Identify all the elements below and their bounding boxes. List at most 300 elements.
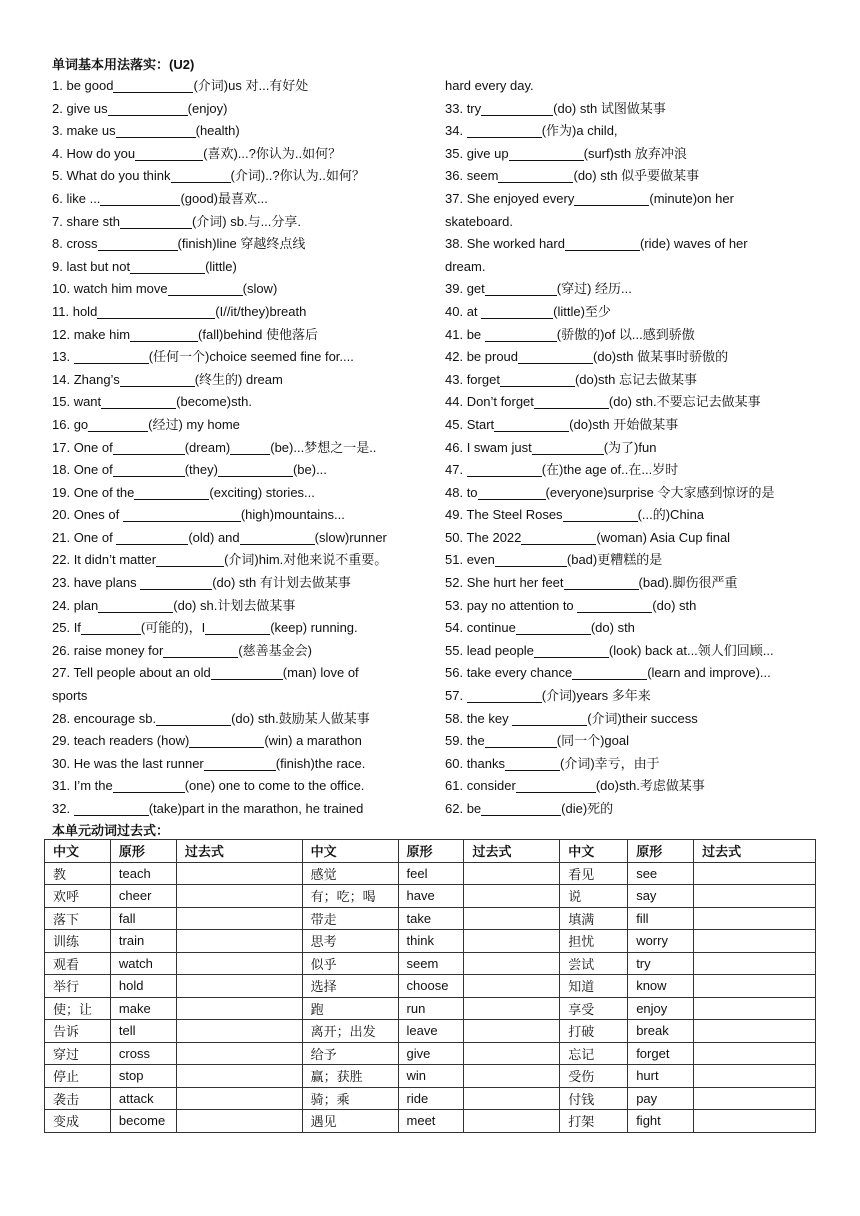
item-number: 47. (445, 462, 467, 478)
answer-blank[interactable] (230, 440, 270, 455)
item-text: (look) back at...领人们回顾... (608, 642, 774, 658)
item-number: 9. (52, 258, 67, 274)
answer-blank[interactable] (516, 778, 596, 793)
item-number: 13. (52, 349, 74, 365)
item-text: What do you think (66, 168, 171, 184)
chinese-cell: 变成 (45, 1110, 111, 1133)
exercise-item (445, 233, 845, 256)
answer-blank[interactable] (204, 756, 276, 771)
answer-blank[interactable] (88, 417, 148, 432)
answer-blank[interactable] (218, 462, 293, 477)
exercise-item (445, 346, 845, 369)
verbs-section-title: 本单元动词过去式： (52, 823, 170, 838)
base-form-cell: ride (398, 1087, 464, 1110)
past-tense-cell[interactable] (464, 1065, 560, 1088)
exercise-item (445, 120, 845, 143)
exercise-item (445, 414, 845, 437)
item-text: I swam just (466, 439, 532, 455)
answer-blank[interactable] (156, 552, 224, 567)
chinese-cell: 教 (45, 862, 111, 885)
item-text: (do)sth 开始做某事 (569, 416, 679, 432)
past-tense-cell[interactable] (464, 885, 560, 908)
answer-blank[interactable] (498, 168, 573, 183)
past-tense-cell[interactable] (464, 862, 560, 885)
exercise-item (52, 391, 432, 414)
item-text: (learn and improve)... (647, 665, 771, 681)
answer-blank[interactable] (534, 394, 609, 409)
chinese-cell: 停止 (45, 1065, 111, 1088)
past-tense-cell[interactable] (694, 862, 816, 885)
answer-blank[interactable] (116, 530, 188, 545)
answer-blank[interactable] (156, 711, 231, 726)
exercise-item (445, 775, 845, 798)
item-text: share sth (66, 213, 120, 229)
exercise-item (52, 256, 432, 279)
answer-blank[interactable] (481, 304, 553, 319)
column-header: 原形 (628, 840, 694, 863)
item-text: cross (66, 236, 98, 252)
past-tense-cell[interactable] (176, 1110, 302, 1133)
base-form-cell: watch (110, 952, 176, 975)
item-text: take every chance (466, 665, 573, 681)
item-text: dream. (445, 258, 486, 274)
item-text: encourage sb. (73, 710, 157, 726)
exercise-item (52, 98, 432, 121)
item-number: 6. (52, 190, 67, 206)
table-body (45, 862, 816, 1132)
item-text: (do)sth 忘记去做某事 (574, 371, 698, 387)
chinese-cell: 看见 (560, 862, 628, 885)
past-tense-cell[interactable] (694, 975, 816, 998)
answer-blank[interactable] (467, 688, 542, 703)
answer-blank[interactable] (577, 598, 652, 613)
exercise-item (445, 98, 845, 121)
exercise-item (52, 549, 432, 572)
item-text: (穿过) 经历... (556, 281, 632, 297)
base-form-cell: worry (628, 930, 694, 953)
answer-blank[interactable] (74, 801, 149, 816)
item-text: consider (466, 778, 516, 794)
item-number: 2. (52, 100, 67, 116)
item-text: Zhang’s (73, 371, 120, 387)
item-text: the (466, 733, 485, 749)
past-tense-cell[interactable] (464, 997, 560, 1020)
past-tense-cell[interactable] (694, 952, 816, 975)
exercise-item (52, 143, 432, 166)
item-text: (surf)sth 放弃冲浪 (583, 145, 687, 161)
exercise-item (52, 233, 432, 256)
item-text: (everyone)surprise 令大家感到惊讶的是 (545, 484, 775, 500)
answer-blank[interactable] (100, 191, 180, 206)
past-tense-cell[interactable] (694, 907, 816, 930)
base-form-cell: train (110, 930, 176, 953)
answer-blank[interactable] (495, 552, 567, 567)
answer-blank[interactable] (97, 304, 215, 319)
past-tense-cell[interactable] (176, 952, 302, 975)
past-tense-cell[interactable] (694, 1110, 816, 1133)
exercise-item (445, 143, 845, 166)
exercise-item (52, 369, 432, 392)
base-form-cell: know (628, 975, 694, 998)
item-number: 32. (52, 801, 74, 816)
past-tense-cell[interactable] (694, 1020, 816, 1043)
item-text: (keep) running. (270, 620, 358, 636)
item-text: Tell people about an old (73, 665, 211, 681)
past-tense-cell[interactable] (464, 1110, 560, 1133)
item-number: 37. (445, 190, 467, 206)
answer-blank[interactable] (205, 620, 270, 635)
exercise-item (52, 572, 432, 595)
base-form-cell: cross (110, 1042, 176, 1065)
exercise-item (52, 798, 432, 821)
past-tense-cell[interactable] (464, 930, 560, 953)
answer-blank[interactable] (509, 146, 584, 161)
item-number: 34. (445, 123, 467, 139)
base-form-cell: teach (110, 862, 176, 885)
answer-blank[interactable] (113, 778, 185, 793)
exercise-item (445, 482, 845, 505)
item-text: (do)sth 做某事时骄傲的 (593, 349, 729, 365)
past-tense-cell[interactable] (176, 1020, 302, 1043)
past-tense-cell[interactable] (176, 907, 302, 930)
item-text: (they) (184, 462, 218, 478)
answer-blank[interactable] (505, 756, 560, 771)
item-text: skateboard. (445, 213, 513, 229)
past-tense-cell[interactable] (176, 885, 302, 908)
item-text: pay no attention to (466, 597, 578, 613)
item-text: (介词)us 对...有好处 (193, 78, 309, 93)
base-form-cell: hold (110, 975, 176, 998)
exercise-item (52, 617, 432, 640)
item-number: 45. (445, 416, 467, 432)
chinese-cell: 举行 (45, 975, 111, 998)
exercise-item (445, 188, 845, 211)
past-tense-cell[interactable] (464, 952, 560, 975)
item-number: 53. (445, 597, 467, 613)
answer-blank[interactable] (516, 620, 591, 635)
answer-blank[interactable] (494, 417, 569, 432)
table-row (45, 1087, 816, 1110)
item-number: 17. (52, 439, 74, 455)
answer-blank[interactable] (478, 485, 546, 500)
verb-past-tense-table (44, 839, 816, 1133)
item-text: (介词)..?你认为..如何？ (230, 168, 365, 184)
item-text: (take)part in the marathon, he trained (148, 801, 364, 816)
answer-blank[interactable] (171, 168, 231, 183)
chinese-cell: 赢；获胜 (302, 1065, 398, 1088)
item-number: 3. (52, 123, 67, 139)
item-number: 57. (445, 688, 467, 704)
past-tense-cell[interactable] (464, 975, 560, 998)
answer-blank[interactable] (532, 440, 604, 455)
answer-blank[interactable] (113, 440, 185, 455)
answer-blank[interactable] (134, 485, 209, 500)
base-form-cell: tell (110, 1020, 176, 1043)
answer-blank[interactable] (123, 507, 241, 522)
past-tense-cell[interactable] (176, 1065, 302, 1088)
item-text: to (466, 484, 478, 500)
item-number: 31. (52, 778, 74, 794)
chinese-cell: 感觉 (302, 862, 398, 885)
item-number: 61. (445, 778, 467, 794)
page-title: 单词基本用法落实：(U2) (52, 57, 195, 72)
exercise-item (52, 482, 432, 505)
item-number: 19. (52, 484, 74, 500)
item-text: (作为)a child, (541, 123, 618, 139)
answer-blank[interactable] (485, 327, 557, 342)
item-number: 4. (52, 145, 67, 161)
exercise-item (445, 256, 845, 279)
item-text: (minute)on her (649, 190, 734, 206)
item-text: go (73, 416, 89, 432)
past-tense-cell[interactable] (176, 997, 302, 1020)
chinese-cell: 说 (560, 885, 628, 908)
item-text: (do) sth.不要忘记去做某事 (608, 394, 761, 410)
item-number: 23. (52, 575, 74, 591)
answer-blank[interactable] (211, 665, 283, 680)
answer-blank[interactable] (98, 598, 173, 613)
answer-blank[interactable] (481, 801, 561, 816)
chinese-cell: 给予 (302, 1042, 398, 1065)
answer-blank[interactable] (485, 281, 557, 296)
answer-blank[interactable] (189, 733, 264, 748)
past-tense-cell[interactable] (694, 997, 816, 1020)
base-form-cell: say (628, 885, 694, 908)
item-number: 48. (445, 484, 467, 500)
item-text: (介词) sb.与...分享. (191, 213, 302, 229)
answer-blank[interactable] (98, 236, 178, 251)
answer-blank[interactable] (120, 214, 192, 229)
item-number: 10. (52, 281, 74, 297)
item-number: 40. (445, 303, 467, 319)
item-text: If (73, 620, 81, 636)
past-tense-cell[interactable] (176, 930, 302, 953)
past-tense-cell[interactable] (464, 1087, 560, 1110)
item-number: 12. (52, 326, 74, 342)
answer-blank[interactable] (74, 349, 149, 364)
item-text: (finish)line 穿越终点线 (177, 236, 306, 252)
item-number: 36. (445, 168, 467, 184)
chinese-cell: 跑 (302, 997, 398, 1020)
table-row (45, 1020, 816, 1043)
past-tense-cell[interactable] (464, 1020, 560, 1043)
exercise-item (52, 278, 432, 301)
base-form-cell: run (398, 997, 464, 1020)
item-text: (be)... (292, 462, 327, 478)
column-header: 原形 (398, 840, 464, 863)
item-text: (die)死的 (561, 801, 614, 816)
answer-blank[interactable] (518, 349, 593, 364)
item-text: get (466, 281, 485, 297)
chinese-cell: 带走 (302, 907, 398, 930)
exercise-item (52, 437, 432, 460)
answer-blank[interactable] (130, 327, 198, 342)
item-text: (任何一个)choice seemed fine for.... (148, 349, 354, 365)
answer-blank[interactable] (574, 191, 649, 206)
exercise-item (445, 798, 845, 821)
exercise-item (445, 278, 845, 301)
base-form-cell: seem (398, 952, 464, 975)
item-text: (do) sth (652, 597, 697, 613)
item-number: 28. (52, 710, 74, 726)
base-form-cell: forget (628, 1042, 694, 1065)
chinese-cell: 骑；乘 (302, 1087, 398, 1110)
chinese-cell: 忘记 (560, 1042, 628, 1065)
exercise-item (445, 324, 845, 347)
exercise-item (52, 188, 432, 211)
item-text: hold (72, 303, 98, 319)
exercise-item (52, 640, 432, 663)
item-text: make him (73, 326, 131, 342)
chinese-cell: 欢呼 (45, 885, 111, 908)
item-text: be (466, 326, 485, 342)
answer-blank[interactable] (108, 101, 188, 116)
item-number: 49. (445, 507, 467, 523)
item-number: 42. (445, 349, 467, 365)
answer-blank[interactable] (563, 507, 638, 522)
answer-blank[interactable] (467, 123, 542, 138)
exercise-item (445, 165, 845, 188)
answer-blank[interactable] (101, 394, 176, 409)
item-number: 35. (445, 145, 467, 161)
exercise-item (445, 369, 845, 392)
item-text: (slow) (242, 281, 278, 297)
base-form-cell: make (110, 997, 176, 1020)
item-number: 27. (52, 665, 74, 681)
past-tense-cell[interactable] (176, 862, 302, 885)
column-header: 过去式 (464, 840, 560, 863)
past-tense-cell[interactable] (176, 1087, 302, 1110)
table-row (45, 907, 816, 930)
item-text: (介词)him.对他来说不重要。 (224, 552, 388, 568)
past-tense-cell[interactable] (176, 975, 302, 998)
item-text: (do)sth.考虑做某事 (595, 778, 705, 794)
item-number: 60. (445, 755, 467, 771)
answer-blank[interactable] (120, 372, 195, 387)
past-tense-cell[interactable] (464, 907, 560, 930)
exercise-item (445, 459, 845, 482)
item-text: (little) (205, 258, 237, 274)
answer-blank[interactable] (512, 711, 587, 726)
exercise-item (52, 165, 432, 188)
past-tense-cell[interactable] (694, 1065, 816, 1088)
answer-blank[interactable] (564, 575, 639, 590)
exercise-item (445, 753, 845, 776)
item-text: make us (66, 123, 116, 139)
answer-blank[interactable] (572, 665, 647, 680)
item-number: 52. (445, 575, 467, 591)
answer-blank[interactable] (534, 643, 609, 658)
past-tense-cell[interactable] (176, 1042, 302, 1065)
past-tense-cell[interactable] (694, 1042, 816, 1065)
item-text: She worked hard (466, 236, 565, 252)
item-text: Ones of (73, 507, 123, 523)
past-tense-cell[interactable] (694, 885, 816, 908)
item-text: seem (466, 168, 499, 184)
table-row (45, 862, 816, 885)
item-text: (dream) (184, 439, 231, 455)
item-text: (慈善基金会) (238, 642, 312, 658)
answer-blank[interactable] (113, 462, 185, 477)
past-tense-cell[interactable] (464, 1042, 560, 1065)
base-form-cell: meet (398, 1110, 464, 1133)
past-tense-cell[interactable] (694, 1087, 816, 1110)
base-form-cell: attack (110, 1087, 176, 1110)
chinese-cell: 告诉 (45, 1020, 111, 1043)
item-number: 29. (52, 733, 74, 749)
item-text: plan (73, 597, 99, 613)
exercise-item (445, 75, 845, 98)
answer-blank[interactable] (140, 575, 212, 590)
answer-blank[interactable] (481, 101, 553, 116)
item-text: (man) love of (282, 665, 359, 681)
base-form-cell: choose (398, 975, 464, 998)
answer-blank[interactable] (116, 123, 196, 138)
base-form-cell: stop (110, 1065, 176, 1088)
item-text: at (466, 303, 482, 319)
item-text: (one) one to come to the office. (184, 778, 365, 794)
answer-blank[interactable] (521, 530, 596, 545)
exercise-item (52, 504, 432, 527)
item-text: (do) sth 试图做某事 (553, 100, 666, 116)
answer-blank[interactable] (81, 620, 141, 635)
item-text: teach readers (how) (73, 733, 190, 749)
item-number: 1. (52, 78, 67, 93)
chinese-cell: 离开；出发 (302, 1020, 398, 1043)
answer-blank[interactable] (168, 281, 243, 296)
exercise-item (52, 459, 432, 482)
item-text: (do) sth (590, 620, 635, 636)
answer-blank[interactable] (485, 733, 557, 748)
item-text: She enjoyed every (466, 190, 575, 206)
answer-blank[interactable] (113, 78, 193, 93)
right-exercise-column (445, 75, 845, 821)
past-tense-cell[interactable] (694, 930, 816, 953)
item-text: (do) sth.鼓励某人做某事 (231, 710, 370, 726)
chinese-cell: 享受 (560, 997, 628, 1020)
base-form-cell: take (398, 907, 464, 930)
answer-blank[interactable] (467, 462, 542, 477)
item-text: thanks (466, 755, 505, 771)
item-text: even (466, 552, 495, 568)
base-form-cell: have (398, 885, 464, 908)
base-form-cell: give (398, 1042, 464, 1065)
item-text: watch him move (73, 281, 168, 297)
table-row (45, 930, 816, 953)
exercise-item (445, 685, 845, 708)
exercise-item (52, 324, 432, 347)
base-form-cell: become (110, 1110, 176, 1133)
exercise-item (445, 708, 845, 731)
chinese-cell: 似乎 (302, 952, 398, 975)
answer-blank[interactable] (130, 259, 205, 274)
table-row (45, 885, 816, 908)
exercise-item (445, 504, 845, 527)
base-form-cell: break (628, 1020, 694, 1043)
item-text: want (73, 394, 102, 410)
answer-blank[interactable] (500, 372, 575, 387)
answer-blank[interactable] (163, 643, 238, 658)
item-number: 8. (52, 236, 67, 252)
answer-blank[interactable] (240, 530, 315, 545)
answer-blank[interactable] (565, 236, 640, 251)
exercise-item (52, 120, 432, 143)
exercise-item (445, 211, 845, 234)
answer-blank[interactable] (135, 146, 203, 161)
chinese-cell: 观看 (45, 952, 111, 975)
exercise-item (52, 301, 432, 324)
exercise-item (445, 595, 845, 618)
